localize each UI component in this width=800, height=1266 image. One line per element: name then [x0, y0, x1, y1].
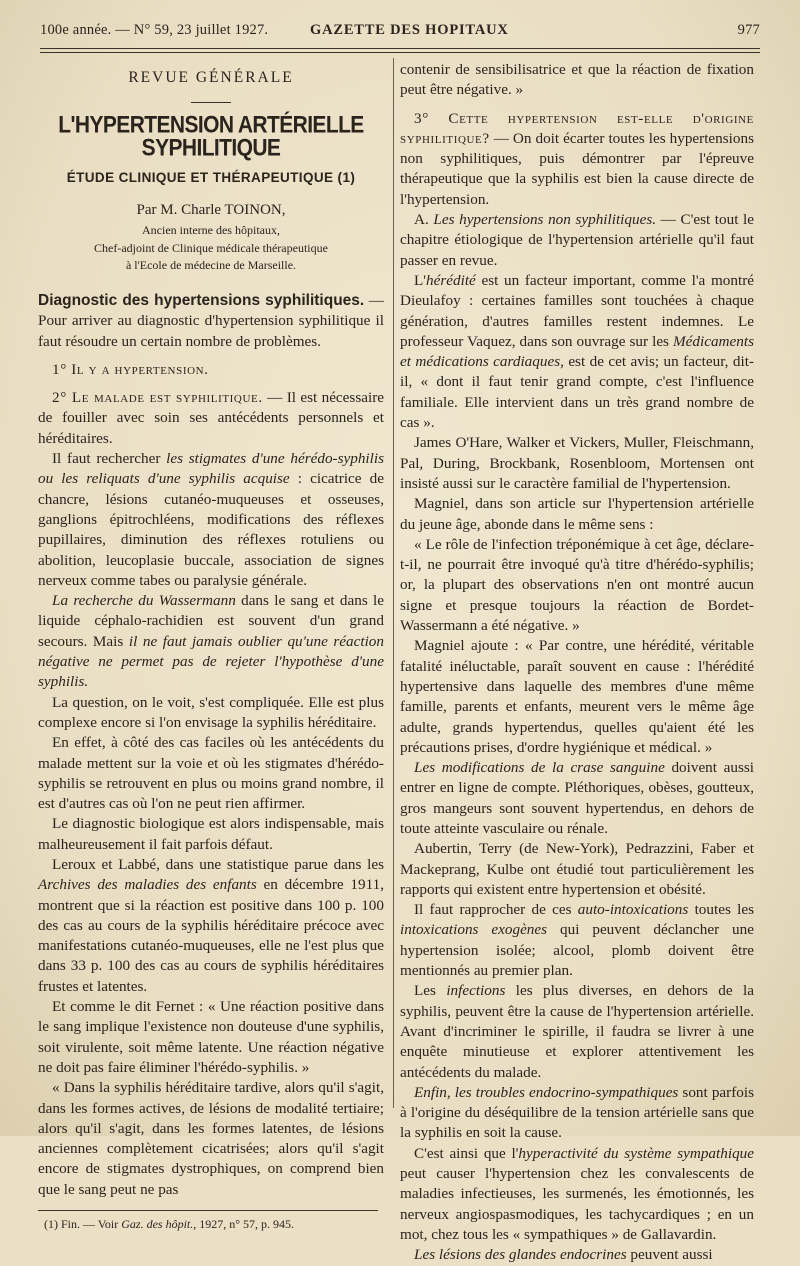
paragraph: Leroux et Labbé, dans une statistique parue dans les Archives des maladies des enfants en décembre 1911, montrent que si la réaction est positive dans 100 p. 100 des cas au cours de la syphilis héréditaire précoce avec manifestations cutanéo-muqueuses, elle ne l'est plus que dans 33 p. 100 des cas au cours de syphilis héréditaires frustes et latentes. [38, 856, 384, 995]
item-3-head: 3° Cette hypertension est-elle d'origine syphilitique? [400, 109, 754, 147]
section-heading: Diagnostic des hypertensions syphilitiques. [38, 291, 365, 309]
paragraph: La recherche du Wassermann dans le sang et dans le liquide céphalo-rachidien est souvent d'un grand secours. Mais il ne faut jamais oublier qu'une réaction négative ne permet pas de rejeter l'hypothèse d'une syphilis. [38, 592, 384, 691]
author-affiliation-1: Ancien interne des hôpitaux, [142, 223, 280, 238]
item-2-head: 2° Le malade est syphilitique. [52, 389, 263, 407]
paragraph: Les lésions des glandes endocrines peuvent aussi [414, 1246, 713, 1264]
running-header [40, 22, 760, 44]
title-rule [191, 102, 231, 103]
issue-info: 100e année. — N° 59, 23 juillet 1927. [40, 22, 269, 38]
author-affiliation-2: Chef-adjoint de Clinique médicale thérapeutique [94, 240, 328, 255]
paragraph: « Dans la syphilis héréditaire tardive, alors qu'il s'agit, dans les formes actives, de lésions de modalité tertiaire; alors qu'il s'agit, dans les formes latentes, de lésions anciennes complètement cicatrisées; alors qu'il s'agit encore de stigmates dystrophiques, on comprend bien que le sang peut ne pas [38, 1079, 384, 1198]
paragraph: contenir de sensibilisatrice et que la réaction de fixation peut être négative. » [400, 61, 754, 99]
paragraph: Magniel, dans son article sur l'hypertension artérielle du jeune âge, abonde dans le même sens : [400, 495, 754, 533]
paragraph: James O'Hare, Walker et Vickers, Muller, Fleischmann, Pal, During, Brockbank, Rosenbloom, Mortensen ont insisté aussi sur le caractère familial de l'hypertension. [400, 434, 754, 492]
item-2 [38, 388, 384, 449]
author-line: Par M. Charle TOINON, [136, 202, 286, 219]
item-3-text: — On doit écarter toutes les hypertensions non syphilitiques, puis démontrer par l'épreuve thérapeutique que la syphilis est bien la cause directe de l'hypertension. [400, 129, 754, 208]
left-column [38, 60, 384, 1231]
column-divider [393, 58, 394, 1108]
paragraph: Le diagnostic biologique est alors indispensable, mais malheureusement il fait parfois défaut. [38, 815, 384, 853]
paragraph: Les infections les plus diverses, en dehors de la syphilis, peuvent être la cause de l'hypertension artérielle. Avant d'incriminer le spirille, il faudra se livrer à une enquête minutieuse et explorer attentivement les antécédents du malade. [400, 982, 754, 1081]
header-rule-thin [40, 52, 760, 53]
paragraph: C'est ainsi que l'hyperactivité du système sympathique peut causer l'hypertension chez les convalescents de maladies infectieuses, les surmenés, les émotionnés, les nerveux angiospasmodiques, les tachycardiques ; en un mot, chez tous les « sympathiques » de Gallavardin. [400, 1144, 754, 1243]
article-title: L'HYPERTENSION ARTÉRIELLE SYPHILITIQUE [58, 111, 364, 162]
paragraph: Il faut rapprocher de ces auto-intoxications toutes les intoxications exogènes qui peuvent déclancher une hypertension isolée; alcool, plomb doivent être mentionnés au premier plan. [400, 901, 754, 980]
footnote-rule [38, 1210, 378, 1211]
author-affiliation-3: à l'Ecole de médecine de Marseille. [125, 258, 297, 273]
paragraph: Enfin, les troubles endocrino-sympathiques sont parfois à l'origine du déséquilibre de la tension artérielle sans que la syphilis en soit la cause. [400, 1083, 754, 1142]
footnote: (1) Fin. — Voir Gaz. des hôpit., 1927, n° 57, p. 945. [44, 1217, 295, 1232]
page-number: 977 [737, 22, 760, 38]
item-3 [400, 109, 754, 210]
paragraph: En effet, à côté des cas faciles où les antécédents du malade mettent sur la voie et où les stigmates d'hérédo-syphilis se retrouvent en plus ou moins grand nombre, il est d'autres cas où l'on ne peut rien affirmer. [38, 734, 384, 813]
paragraph: Il faut rechercher les stigmates d'une hérédo-syphilis ou les reliquats d'une syphilis acquise : cicatrice de chancre, lésions cutanéo-muqueuses et osseuses, ganglions épitrochléens, modifications des réflexes pupillaires, diminution des réflexes rotuliens ou abolition, leucoplasie buccale, association de signes nerveux comme tabes ou paralysie générale. [38, 450, 384, 589]
item-1 [38, 360, 384, 380]
right-column [400, 60, 754, 1266]
paragraph: Les modifications de la crase sanguine doivent aussi entrer en ligne de compte. Pléthoriques, obèses, goutteux, gros mangeurs sont souvent hypertendus, en dehors de toute atteinte vasculaire ou rénale. [400, 759, 754, 837]
header-rule [40, 48, 760, 49]
paragraph: Magniel ajoute : « Par contre, une hérédité, véritable fatalité inéluctable, paraît souvent en cause : l'hérédité hypertensive dans laquelle des membres d'une même famille, parents et enfants, meurent vers le même âge adulte, grands hypertendus, quelles qu'aient été les précautions prises, d'ordre hygiénique et médical. » [400, 637, 754, 756]
article-subtitle: ÉTUDE CLINIQUE ET THÉRAPEUTIQUE (1) [66, 169, 356, 185]
journal-title: GAZETTE DES HOPITAUX [310, 22, 509, 38]
item-2-text: — Il est nécessaire de fouiller avec soin ses antécédents personnels et héréditaires. [38, 389, 384, 447]
section-intro: — Pour arriver au diagnostic d'hypertension syphilitique il faut résoudre un certain nombre de problèmes. [38, 291, 384, 350]
paragraph: « Le rôle de l'infection tréponémique à cet âge, déclare-t-il, ne pourrait être invoqué qu'à titre d'hérédo-syphilis; or, la plupart des observations n'en ont montré aucun signe et presque toujours la réaction de Bordet-Wassermann a été négative. » [400, 535, 754, 635]
item-1-text: 1° Il y a hypertension. [52, 360, 209, 378]
paragraph: Et comme le dit Fernet : « Une réaction positive dans le sang implique l'existence non douteuse d'une syphilis, soit virulente, soit même latente. Une réaction négative ne doit pas faire éliminer l'hérédo-syphilis. » [38, 998, 384, 1076]
section-paragraph [38, 291, 384, 352]
paragraph: L'hérédité est un facteur important, comme l'a montré Dieulafoy : certaines familles sont touchées à chaque génération, d'autres familles restent indemnes. Le professeur Vaquez, dans son ouvrage sur les Médicaments et médications cardiaques, est de cet avis; un facteur, dit-il, « dont il faut tenir grand compte, c'est l'influence familiale. Elle intervient dans un très grand nombre de cas ». [400, 271, 754, 432]
paragraph: A. Les hypertensions non syphilitiques. — C'est tout le chapitre étiologique de l'hypertension artérielle qu'il faut passer en revue. [400, 211, 755, 269]
section-kicker: REVUE GÉNÉRALE [128, 69, 294, 86]
paragraph: La question, on le voit, s'est compliquée. Elle est plus complexe encore si l'on envisage la syphilis héréditaire. [38, 693, 384, 731]
paragraph: Aubertin, Terry (de New-York), Pedrazzini, Faber et Mackeprang, Kulbe ont étudié tout particulièrement les rapports qui existent entre hypertension et obésité. [400, 840, 754, 898]
